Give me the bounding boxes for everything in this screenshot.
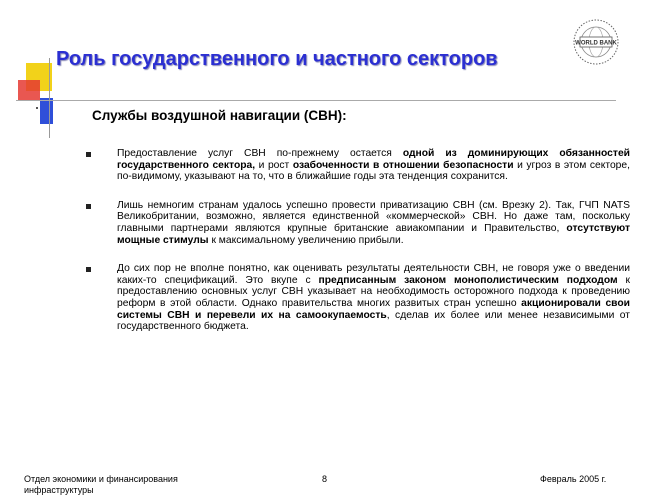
decor-vertical-line	[49, 58, 50, 138]
bullet-text: Лишь немногим странам удалось успешно провести приватизацию СВН (см. Врезку 2). Так, ГЧП NATS Великобритании, возможно, является единственной «коммерческой» СВН. Но даже там, поскольку главными партнерами являются крупные британские авиакомпании и Правительство, отсутствуют мощные стимулы к максимальному увеличению прибыли.	[117, 199, 630, 246]
footer-date: Февраль 2005 г.	[540, 474, 607, 484]
bullet-square-icon	[86, 204, 91, 209]
page-number: 8	[322, 474, 328, 484]
bullet-square-icon	[86, 267, 91, 272]
bullet-item	[86, 148, 630, 183]
world-bank-logo-icon	[571, 17, 621, 67]
decor-horizontal-line	[16, 100, 616, 101]
footer-department: Отдел экономики и финансирования инфраструктуры	[24, 474, 178, 495]
decor-dot	[36, 107, 38, 109]
world-bank-logo	[571, 17, 621, 67]
bullet-list	[86, 148, 630, 333]
slide-title: Роль государственного и частного секторов	[56, 48, 498, 70]
logo-text: WORLD BANK	[575, 40, 617, 47]
bullet-item	[86, 263, 630, 333]
section-subtitle: Службы воздушной навигации (СВН):	[92, 108, 347, 123]
bullet-square-icon	[86, 152, 91, 157]
bullet-text: Предоставление услуг СВН по-прежнему остается одной из доминирующих обязанностей государственного сектора, и рост озабоченности в отношении безопасности и угроз в этом секторе, по-видимому, указывают на то, что в ближайшие годы эта тенденция сохранится.	[117, 148, 630, 183]
bullet-text: До сих пор не вполне понятно, как оценивать результаты деятельности СВН, не говоря уже о введении каких-то спецификаций. Это вкупе с предписанным законом монополистическим подходом к предоставлению основных услуг СВН указывает на необходимость осторожного подхода к проведению реформ в этой области. Однако правительства многих развитых стран успешно акционировали свои системы СВН и перевели их на самоокупаемость, сделав их более или менее независимыми от государственного бюджета.	[117, 263, 630, 333]
decor-blue-square	[40, 98, 53, 124]
bullet-item	[86, 200, 630, 246]
decor-red-square	[18, 80, 40, 100]
